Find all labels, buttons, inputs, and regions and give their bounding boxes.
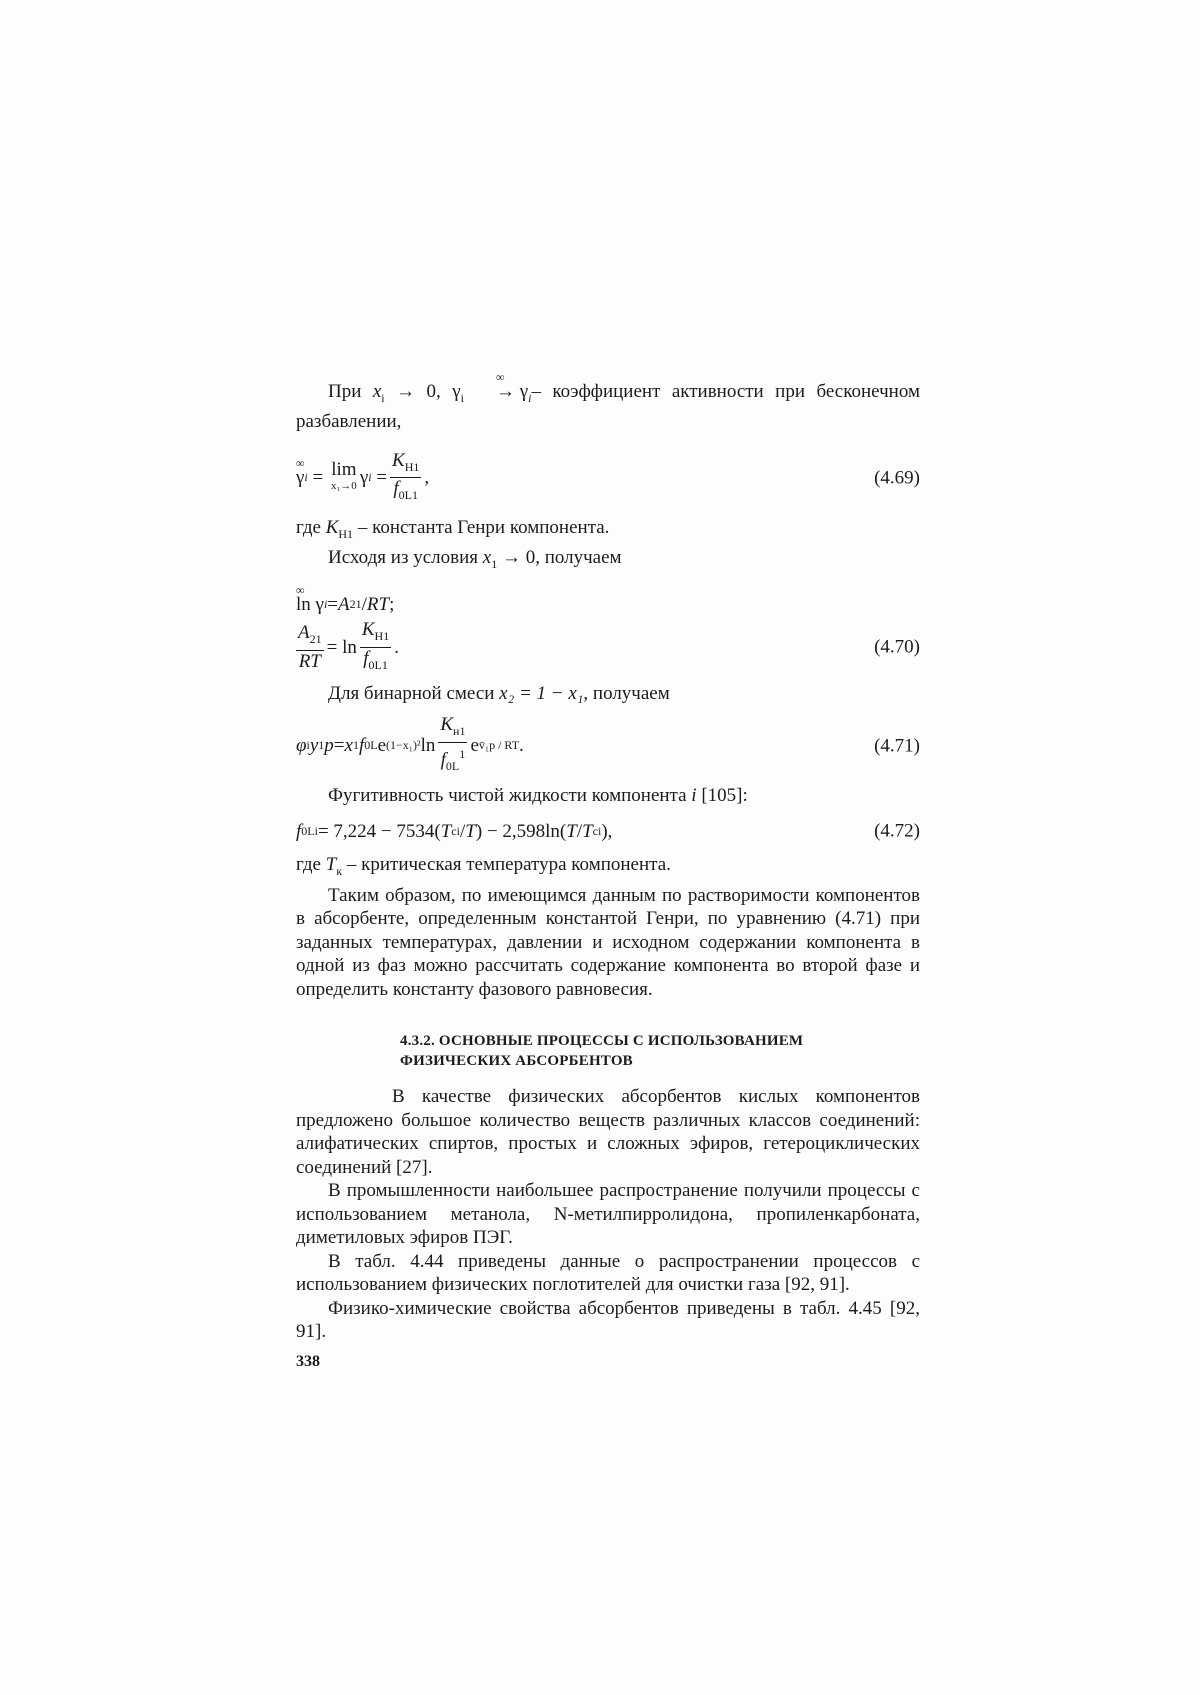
equation-number: (4.72) [874,820,920,842]
section-heading [296,1031,920,1071]
text: ) − 2,598ln( [475,820,567,842]
paragraph-table-4-44: В табл. 4.44 приведены данные о распространении процессов с использованием физических поглотителей для очистки газа [92, 91]. [296,1250,920,1296]
text: н1 [453,724,466,739]
page-content [296,376,920,1373]
text: RT [298,650,321,672]
text: Н1 [374,628,390,643]
fraction [360,619,391,676]
text: 0Li [301,823,318,838]
equation-4-70: $\frac{A_{21}}{RT}$ = ln $\frac{K_{Н1}}{f_{0L1}}$ . (4.70) [296,622,920,672]
text: ci [451,823,460,838]
gamma-infinity [464,380,528,404]
equation-4-72 [296,815,920,847]
text: f [358,735,365,757]
text: RT [366,593,390,615]
equation-number: (4.71) [874,735,920,757]
text: φ [296,735,307,757]
text: 0L [364,738,378,753]
heading-line: ФИЗИЧЕСКИХ АБСОРБЕНТОВ [400,1053,633,1070]
text: T [582,820,593,842]
text: f [363,647,369,669]
text: T [465,820,476,842]
text: = ln [326,636,357,658]
text: 1 [459,747,466,762]
equation-number: (4.70) [874,636,920,658]
text: y [309,735,319,757]
text: Фугитивность чистой жидкости компонента [328,784,692,806]
paragraph-condition: Исходя из условия $x_1 \to 0$, получаем [328,547,622,571]
limit [330,458,357,494]
text: = [333,735,345,757]
text: K [440,714,454,736]
fraction [438,714,467,777]
paragraph-binary-mixture [296,682,920,706]
text: e [470,735,479,757]
text: ci [592,823,602,838]
text: (1−x₁)² [386,738,421,753]
paragraph-infinite-dilution: При $x_i \to 0$, $\gamma_i\infty \to \gamma_i-$ коэффициент активности при бесконечном разбавлении, [296,380,920,434]
text: ), [601,820,613,842]
text: 0L1 [398,488,419,503]
text: к [336,864,343,879]
paragraph-henry-constant [296,516,920,546]
text: → 0, получаем [497,547,622,569]
text: T [440,820,452,842]
text: [105]: [696,784,748,806]
heading-line: 4.3.2. ОСНОВНЫЕ ПРОЦЕССЫ С ИСПОЛЬЗОВАНИЕМ [400,1033,804,1050]
gamma-infinity [296,593,324,617]
paragraph-fugacity [296,784,920,808]
text: x [344,735,353,757]
text: T [325,854,337,876]
text: 0L [445,759,460,774]
text: f [393,478,399,500]
text: 0L1 [368,657,388,672]
gamma-infinity [296,466,304,490]
equation-4-69: ∞ γ i = lim x₁→0 γ i = $\frac{K_{Н1}}{f_{0L1}}$ , (4.69) [296,452,920,504]
text: → γ [495,381,529,402]
paragraph-table-4-45: Физико-химические свойства абсорбентов приведены в табл. 4.45 [92, 91]. [296,1297,920,1343]
text: f [296,820,302,842]
text: γ [296,467,305,489]
text: i [691,784,697,806]
text: K [392,449,405,471]
text: ; [389,593,395,615]
paragraph-physical-absorbents: В качестве физических абсорбентов кислых компонентов предложено большое количество веществ различных классов соединений: алифатических спиртов, простых и сложных эфиров, гетероциклических соединений [27]. [296,1086,920,1178]
text: Для бинарной смеси [328,683,500,705]
text: где [296,516,326,538]
text: / [361,593,367,615]
text: p [324,735,334,757]
text: A [338,593,350,615]
text: , получаем [583,683,670,705]
text: = [327,593,338,615]
text: v̄₁p / RT [478,738,520,753]
text: При [328,381,373,402]
paragraph-critical-temp [296,853,920,883]
text: x [482,547,492,569]
text: 21 [309,631,322,646]
fraction [296,622,324,673]
text: K [361,619,375,641]
text: K [325,516,339,538]
text: Исходя из условия [328,547,483,569]
text: γ [359,467,369,489]
equation-ln-gamma: ∞ ln γ i = A 21 / RT ; [296,590,920,618]
text: f [440,749,446,771]
var-x: x [372,381,382,402]
fraction [390,450,421,507]
text: e [377,735,387,757]
text: lim [331,458,357,480]
text: → 0, γ [384,381,461,402]
text: Н1 [404,459,420,474]
text: x₂ = 1 − x₁ [499,683,584,705]
text: – критическая температура компонента. [342,854,671,876]
text: x₁→0 [330,479,357,492]
text: 21 [349,596,362,611]
equation-number: (4.69) [874,467,920,489]
text: T [566,820,577,842]
text: A [298,622,310,643]
equation-4-71: φ i y 1 p = x 1 f 0L e (1−x₁)² ln $\frac{K_{н1}}{f_{0L}^1}$ e v̄₁p / RT . (4.71) [296,718,920,774]
page-number: 338 [296,1352,320,1370]
text: / [459,820,466,842]
text: – коэффициент активности при бесконечном разбавлении, [296,381,920,433]
text: Н1 [338,526,354,541]
text: = 7,224 − 7534( [317,820,441,842]
text: где [296,854,326,876]
text: – константа Генри компонента. [353,516,610,538]
text: ln γ [296,593,324,615]
text: / [576,820,583,842]
text: ln [420,735,436,757]
paragraph-industry: В промышленности наибольшее распространение получили процессы с использованием метанола, N-метилпирролидона, пропиленкарбоната, диметиловых эфиров ПЭГ. [296,1180,920,1249]
paragraph-summary: Таким образом, по имеющимся данным по растворимости компонентов в абсорбенте, определенным константой Генри, по уравнению (4.71) при заданных температурах, давлении и исходном содержании компонента в одной из фаз можно рассчитать содержание компонента во второй фазе и определить константу фазового равновесия. [296,884,920,1000]
